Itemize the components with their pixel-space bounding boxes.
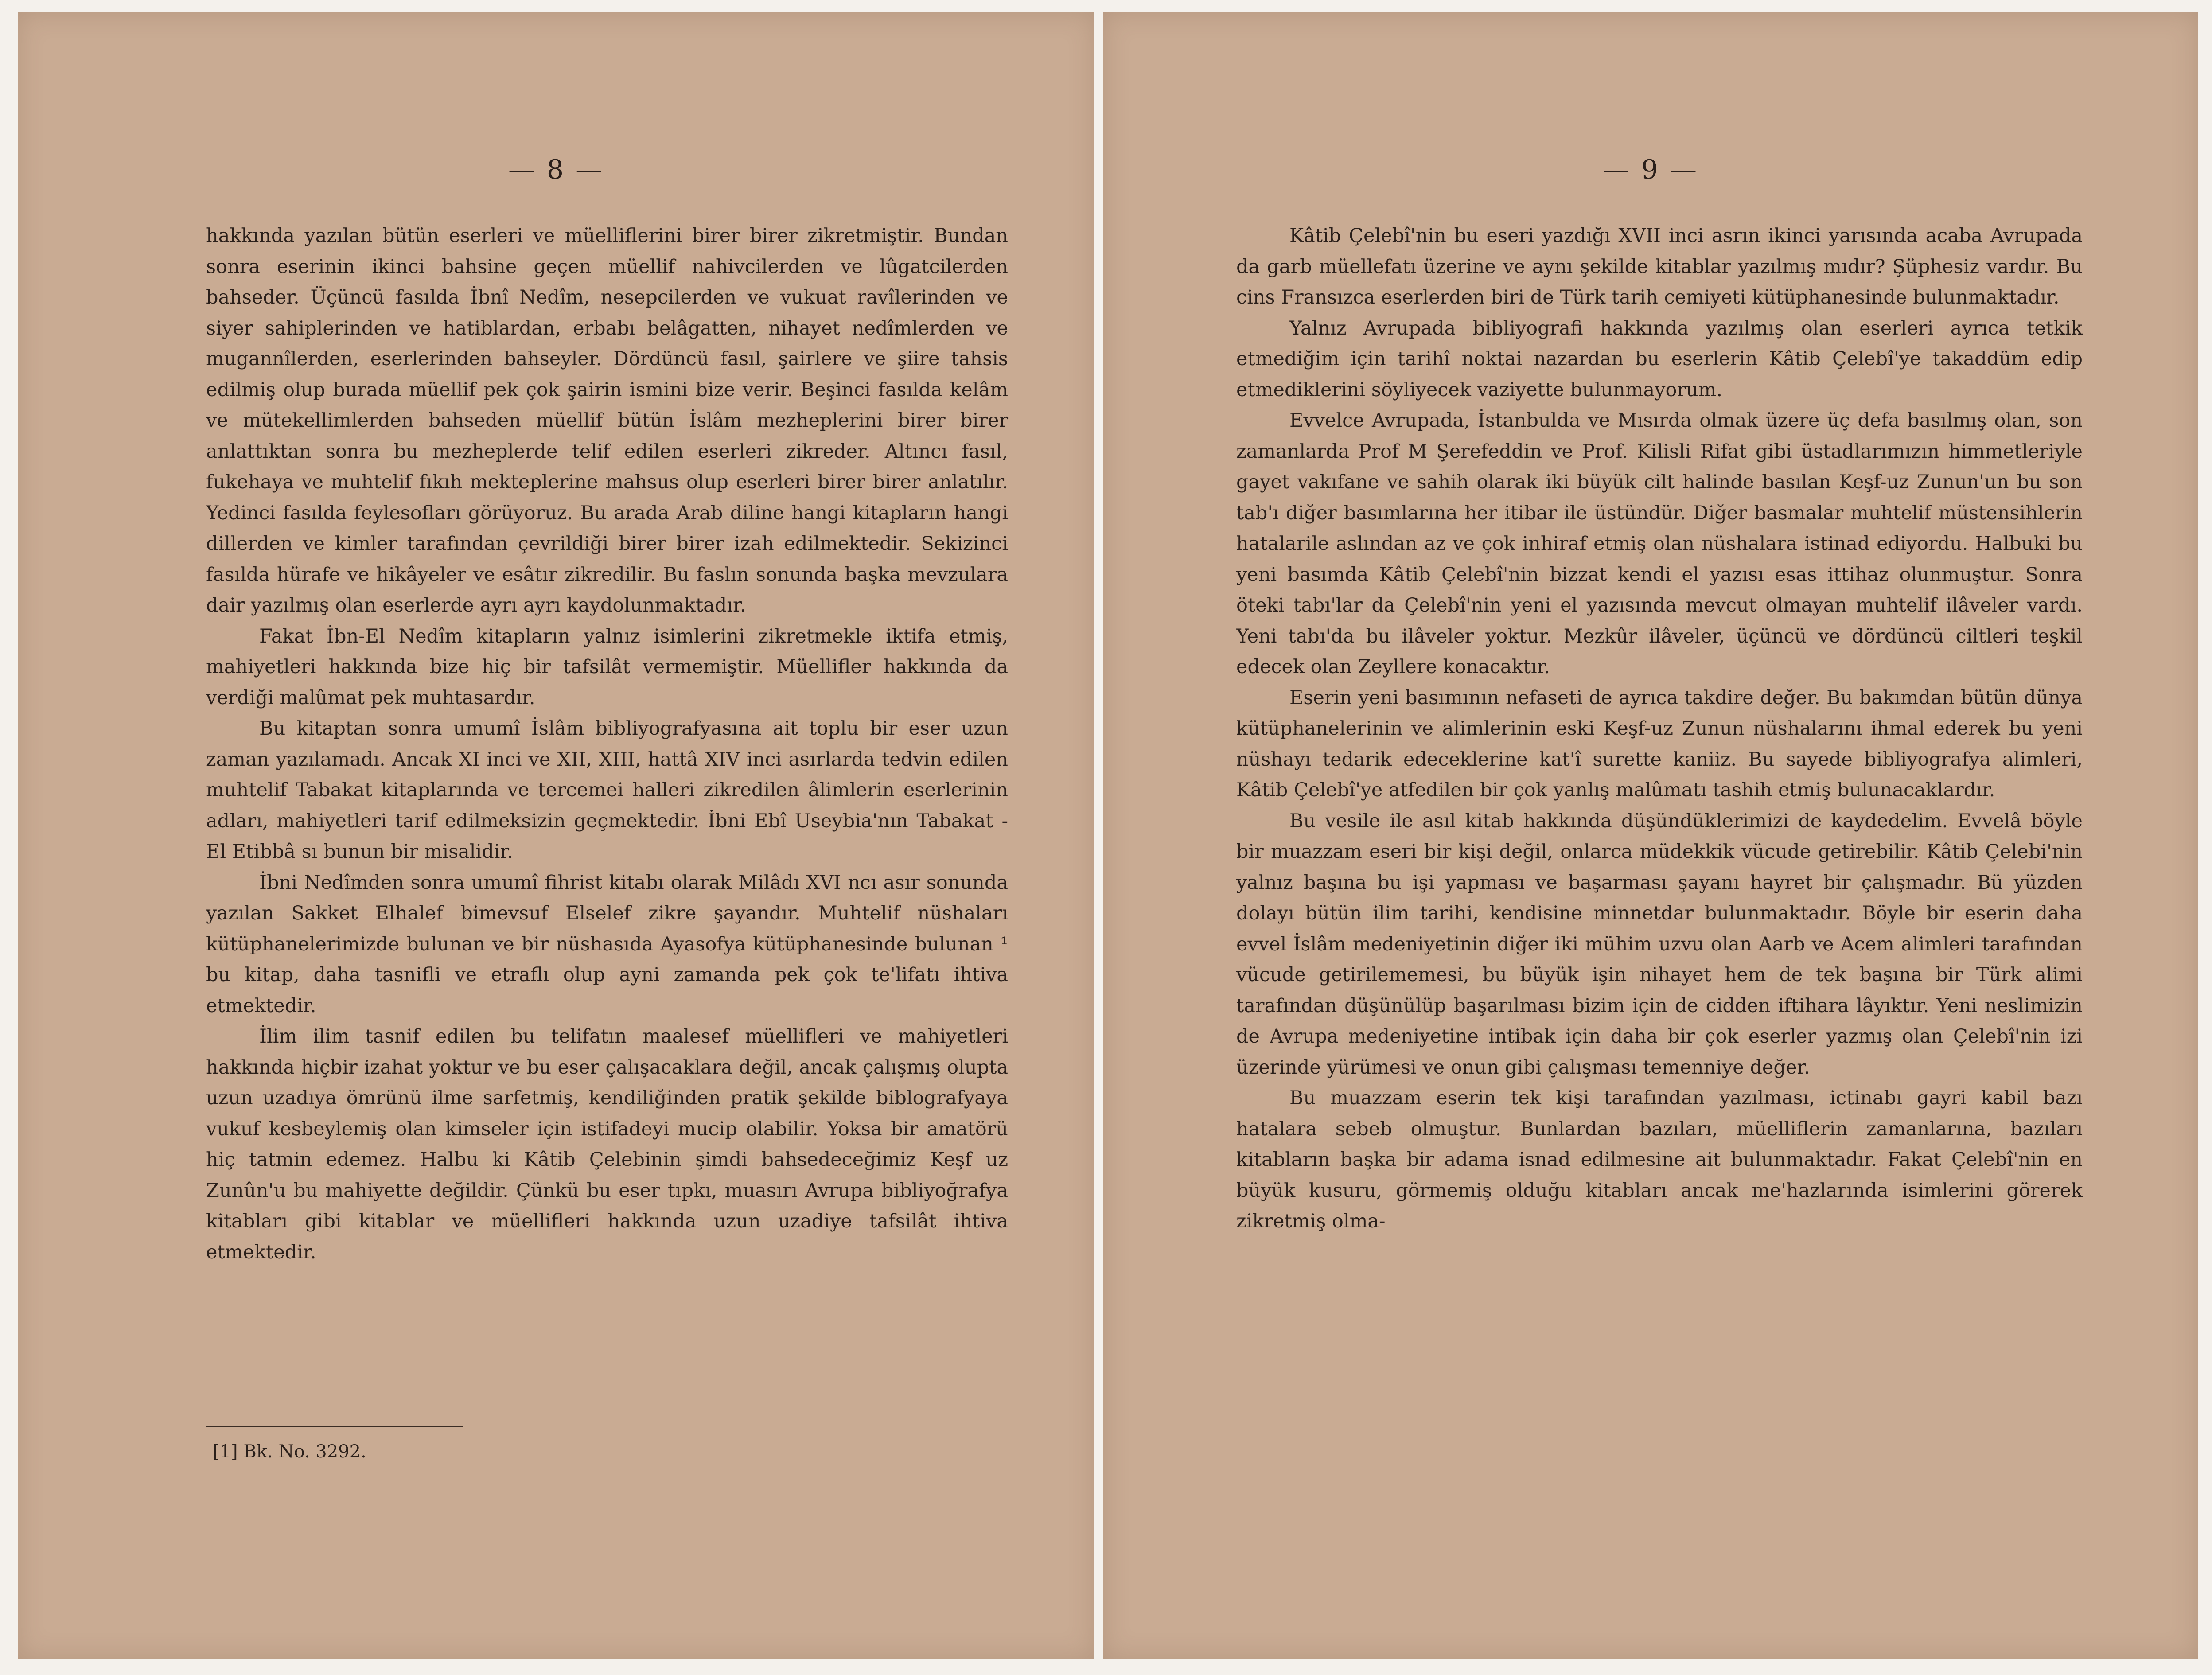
footnote-rule bbox=[206, 1426, 463, 1427]
page-number: — 9 — bbox=[1602, 154, 1699, 185]
paragraph: Kâtib Çelebî'nin bu eseri yazdığı XVII inci asrın ikinci yarısında acaba Avrupada da garb müellefatı üzerine ve aynı şekilde kitablar yazılmış mıdır? Şüphesiz vardır. Bu cins Fransızca eserlerden biri de Türk tarih cemiyeti kütüphanesinde bulunmaktadır. bbox=[1236, 225, 2083, 308]
paragraph: Bu kitaptan sonra umumî İslâm bibliyografyasına ait toplu bir eser uzun zaman yazılamadı. Ancak XI inci ve XII, XIII, hattâ XIV inci asırlarda tedvin edilen muhtelif Tabakat kitaplarında ve tercemei halleri zikredilen âlimlerin eserlerinin adları, mahiyetleri tarif edilmeksizin geçmektedir. İbni Ebî Useybia'nın Tabakat - El Etibbâ sı bunun bir misalidir. bbox=[206, 717, 1008, 863]
body-text bbox=[206, 221, 1008, 1268]
paragraph: hakkında yazılan bütün eserleri ve müelliflerini birer birer zikretmiştir. Bundan sonra eserinin ikinci bahsine geçen müellif nahivcilerden ve lûgatcilerden bahseder. Üçüncü fasılda İbnî Nedîm, nesepcilerden ve vukuat ravîlerinden ve siyer sahiplerinden ve hatiblardan, erbabı belâgatten, nihayet nedîmlerden ve mugannîlerden, eserlerinden bahseyler. Dördüncü fasıl, şairlere ve şiire tahsis edilmiş olup burada müellif pek çok şairin ismini bize verir. Beşinci fasılda kelâm ve mütekellimlerden bahseden müellif bütün İslâm mezheplerini birer birer anlattıktan sonra bu mezheplerde telif edilen eserleri zikreder. Altıncı fasıl, fukehaya ve muhtelif fıkıh mekteplerine mahsus olup eserleri birer birer anlatılır. Yedinci fasılda feylesofları görüyoruz. Bu arada Arab diline hangi kitapların hangi dillerden ve kimler tarafından çevrildiği birer birer izah edilmektedir. Sekizinci fasılda hürafe ve hikâyeler ve esâtır zikredilir. Bu faslın sonunda başka mevzulara dair yazılmış olan eserlerde ayrı ayrı kaydolunmaktadır. bbox=[206, 225, 1008, 616]
paragraph: Yalnız Avrupada bibliyografi hakkında yazılmış olan eserleri ayrıca tetkik etmediğim için tarihî noktai nazardan bu eserlerin Kâtib Çelebî'ye takaddüm edip etmediklerini söyliyecek vaziyette bulunmayorum. bbox=[1236, 317, 2083, 401]
left-page bbox=[18, 12, 1094, 1659]
paragraph: Bu muazzam eserin tek kişi tarafından yazılması, ictinabı gayri kabil bazı hatalara sebeb olmuştur. Bunlardan bazıları, müelliflerin zamanlarına, bazıları kitabların başka bir adama isnad edilmesine ait bulunmaktadır. Fakat Çelebî'nin en büyük kusuru, görmemiş olduğu kitabları ancak me'hazlarında isimlerini görerek zikretmiş olma- bbox=[1236, 1087, 2083, 1232]
footnote: [1] Bk. No. 3292. bbox=[213, 1441, 366, 1462]
page-number: — 8 — bbox=[508, 154, 604, 185]
paragraph: İbni Nedîmden sonra umumî fihrist kitabı olarak Milâdı XVI ncı asır sonunda yazılan Sakket Elhalef bimevsuf Elselef zikre şayandır. Muhtelif nüshaları kütüphanelerimizde bulunan ve bir nüshasıda Ayasofya kütüphanesinde bulunan ¹ bu kitap, daha tasnifli ve etraflı olup ayni zamanda pek çok te'lifatı ihtiva etmektedir. bbox=[206, 871, 1008, 1017]
paragraph: Eserin yeni basımının nefaseti de ayrıca takdire değer. Bu bakımdan bütün dünya kütüphanelerinin ve alimlerinin eski Keşf-uz Zunun nüshalarını ihmal ederek bu yeni nüshayı tedarik edeceklerine kat'î surette kaniiz. Bu sayede bibliyografya alimleri, Kâtib Çelebî'ye atfedilen bir çok yanlış malûmatı tashih etmiş bulunacaklardır. bbox=[1236, 686, 2083, 801]
paragraph: Evvelce Avrupada, İstanbulda ve Mısırda olmak üzere üç defa basılmış olan, son zamanlarda Prof M Şerefeddin ve Prof. Kilisli Rifat gibi üstadlarımızın himmetleriyle gayet vakıfane ve sahih olarak iki büyük cilt halinde basılan Keşf-uz Zunun'un bu son tab'ı diğer basımlarına her itibar ile üstündür. Diğer basmalar muhtelif müstensihlerin hatalarile aslından az ve çok inhiraf etmiş olan nüshalara istinad ediyordu. Halbuki bu yeni basımda Kâtib Çelebî'nin bizzat kendi el yazısı esas ittihaz olunmuştur. Sonra öteki tabı'lar da Çelebî'nin yeni el yazısında mevcut olmayan muhtelif ilâveler vardı. Yeni tabı'da bu ilâveler yoktur. Mezkûr ilâveler, üçüncü ve dördüncü ciltleri teşkil edecek olan Zeyllere konacaktır. bbox=[1236, 409, 2083, 678]
paragraph: Bu vesile ile asıl kitab hakkında düşündüklerimizi de kaydedelim. Evvelâ böyle bir muazzam eseri bir kişi değil, onlarca müdekkik vücude getirebilir. Kâtib Çelebi'nin yalnız başına bu işi yapması ve başarması şayanı hayret bir çalışmadır. Bü yüzden dolayı bütün ilim tarihi, kendisine minnetdar bulunmaktadır. Böyle bir eserin daha evvel İslâm medeniyetinin diğer iki mühim uzvu olan Aarb ve Acem alimleri tarafından vücude getirilememesi, bu büyük işin nihayet hem de tek başına bir Türk alimi tarafından düşünülüp başarılması bizim için de cidden iftihara lâyıktır. Yeni neslimizin de Avrupa medeniyetine intibak için daha bir çok eserler yazmış olan Çelebî'nin izi üzerinde yürümesi ve onun gibi çalışması temenniye değer. bbox=[1236, 810, 2083, 1079]
right-page bbox=[1103, 12, 2198, 1659]
paragraph: İlim ilim tasnif edilen bu telifatın maalesef müellifleri ve mahiyetleri hakkında hiçbir izahat yoktur ve bu eser çalışacaklara değil, ancak çalışmış olupta uzun uzadıya ömrünü ilme sarfetmiş, kendiliğinden pratik şekilde biblografyaya vukuf kesbeylemiş olan kimseler için istifadeyi mucip olabilir. Yoksa bir amatörü hiç tatmin edemez. Halbu ki Kâtib Çelebinin şimdi bahsedeceğimiz Keşf uz Zunûn'u bu mahiyette değildir. Çünkü bu eser tıpkı, muasırı Avrupa bibliyoğrafya kitabları gibi kitablar ve müellifleri hakkında uzun uzadiye tafsilât ihtiva etmektedir. bbox=[206, 1025, 1008, 1263]
body-text bbox=[1236, 221, 2083, 1237]
paragraph: Fakat İbn-El Nedîm kitapların yalnız isimlerini zikretmekle iktifa etmiş, mahiyetleri hakkında bize hiç bir tafsilât vermemiştir. Müellifler hakkında da verdiği malûmat pek muhtasardır. bbox=[206, 625, 1008, 709]
